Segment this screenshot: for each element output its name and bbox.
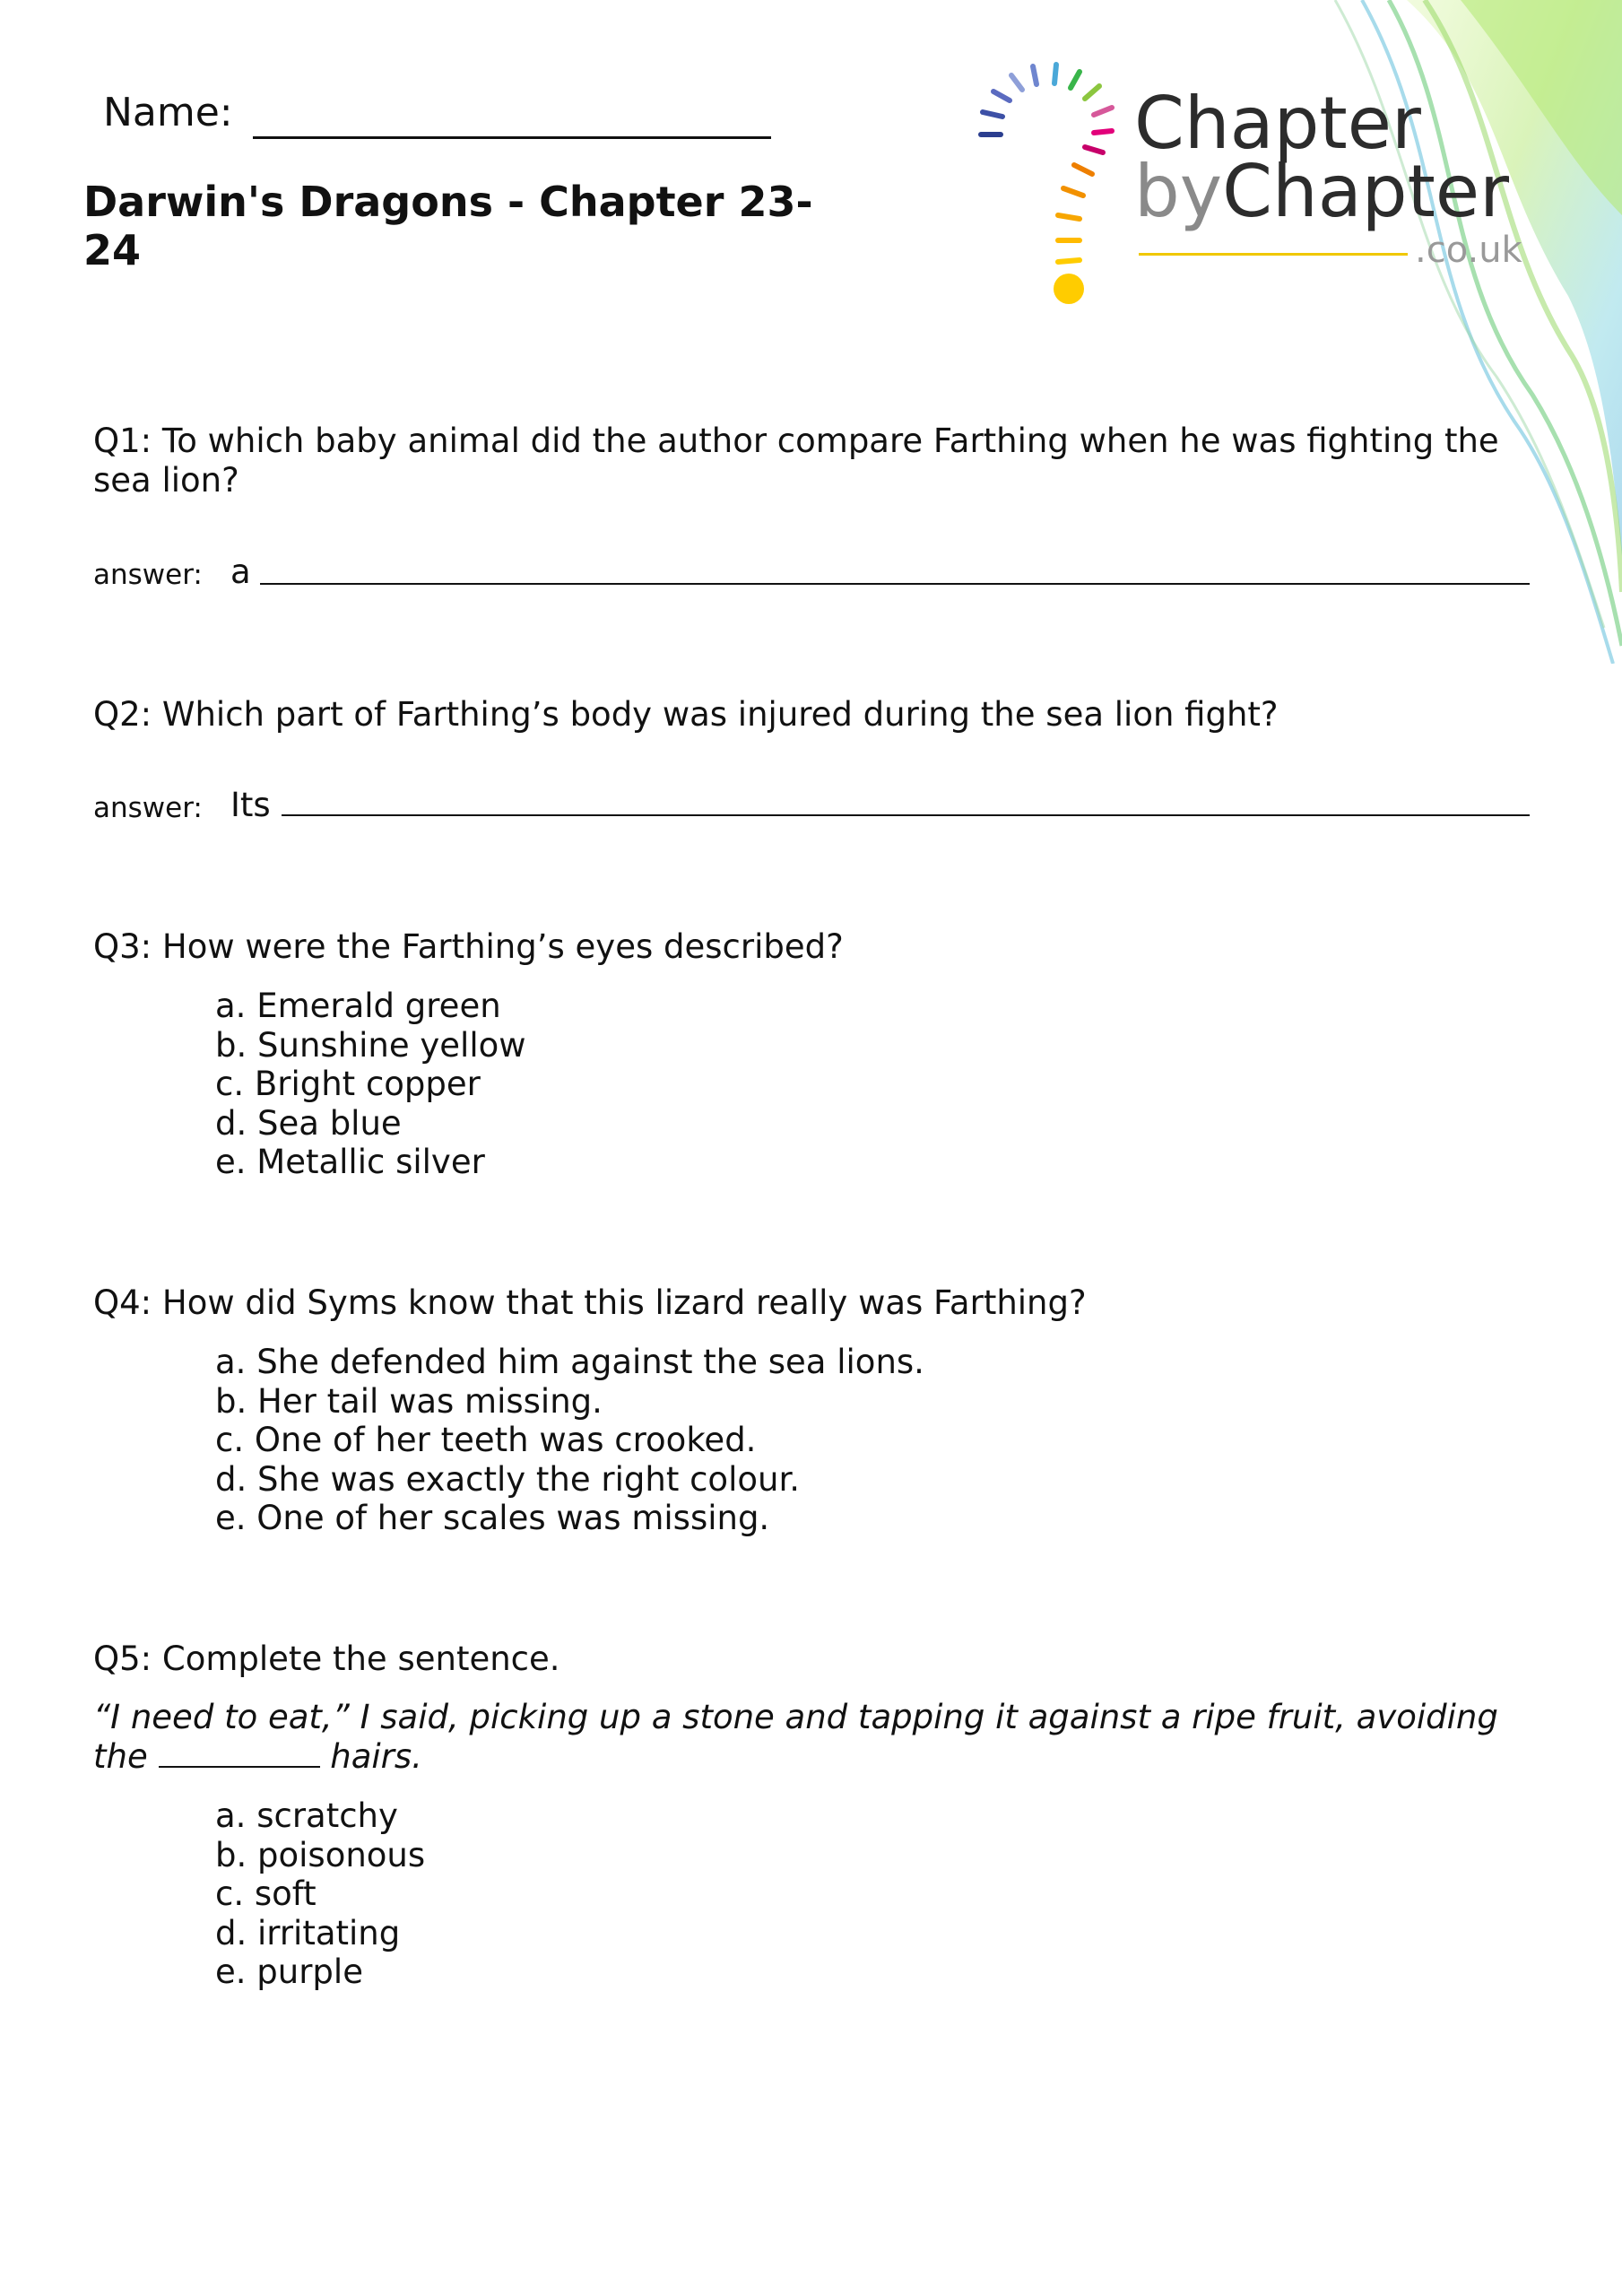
- question-2-text: Q2: Which part of Farthing’s body was injured during the sea lion fight?: [93, 695, 1279, 734]
- page-title: Darwin's Dragons - Chapter 23-24: [83, 178, 813, 274]
- q1-answer-line[interactable]: [260, 583, 1530, 585]
- q3-options: [215, 987, 526, 1182]
- q4-option-d[interactable]: d. She was exactly the right colour.: [215, 1459, 801, 1499]
- question-1-text: Q1: To which baby animal did the author compare Farthing when he was fighting the sea lion?: [93, 422, 1499, 500]
- q2-answer-line[interactable]: [282, 814, 1530, 816]
- q5-option-d[interactable]: d. irritating: [215, 1913, 401, 1952]
- q3-option-a[interactable]: a. Emerald green: [215, 987, 501, 1025]
- q5-options: [215, 1796, 425, 1992]
- name-field-line[interactable]: [253, 136, 771, 139]
- q1-answer-label: answer:: [93, 559, 203, 591]
- q4-options: [215, 1343, 924, 1538]
- q5-sentence-end: hairs.: [330, 1737, 422, 1776]
- q5-sentence-blank[interactable]: [159, 1739, 320, 1768]
- logo-domain: .co.uk: [1415, 230, 1522, 271]
- q4-option-a[interactable]: a. She defended him against the sea lions.: [215, 1343, 924, 1381]
- q5-option-c[interactable]: c. soft: [215, 1874, 317, 1913]
- q5-sentence-start: the: [93, 1737, 148, 1776]
- q3-option-c[interactable]: c. Bright copper: [215, 1065, 481, 1103]
- q1-answer-prefix: a: [230, 552, 251, 591]
- q4-option-c[interactable]: c. One of her teeth was crooked.: [215, 1421, 757, 1459]
- logo-line2: Chapter: [1222, 150, 1509, 233]
- question-5-text: Q5: Complete the sentence.: [93, 1639, 560, 1678]
- q5-sentence: [93, 1698, 1546, 1777]
- q5-option-e[interactable]: e. purple: [215, 1952, 363, 1991]
- name-label: Name:: [103, 90, 233, 135]
- q3-option-b[interactable]: b. Sunshine yellow: [215, 1025, 526, 1065]
- logo-line1: Chapter: [1134, 82, 1421, 165]
- q3-option-e[interactable]: e. Metallic silver: [215, 1143, 485, 1181]
- q5-option-a[interactable]: a. scratchy: [215, 1796, 398, 1835]
- q5-sentence-line1: “I need to eat,” I said, picking up a stone and tapping it against a ripe fruit, avoiding: [93, 1698, 1498, 1736]
- question-4-text: Q4: How did Syms know that this lizard really was Farthing?: [93, 1283, 1087, 1322]
- q5-option-b[interactable]: b. poisonous: [215, 1835, 426, 1874]
- question-3-text: Q3: How were the Farthing’s eyes described?: [93, 927, 844, 966]
- logo-text: [1134, 82, 1509, 233]
- q4-option-b[interactable]: b. Her tail was missing.: [215, 1381, 603, 1421]
- q3-option-d[interactable]: d. Sea blue: [215, 1103, 402, 1143]
- q4-option-e[interactable]: e. One of her scales was missing.: [215, 1499, 770, 1537]
- q2-answer-label: answer:: [93, 792, 203, 824]
- q2-answer-prefix: Its: [230, 786, 271, 824]
- book-question-mark-logo-icon: [968, 54, 1139, 314]
- logo-underline: [1139, 253, 1408, 256]
- logo-by: by: [1134, 150, 1223, 233]
